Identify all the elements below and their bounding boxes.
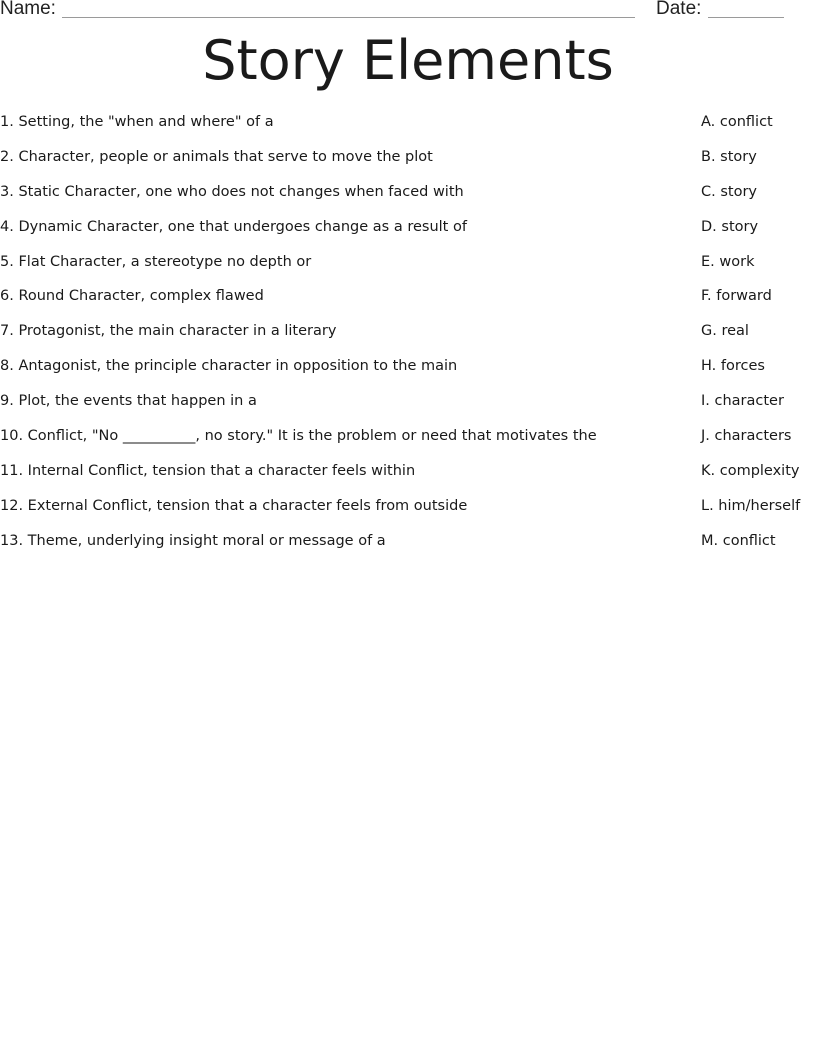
question-item: 3. Static Character, one who does not changes when faced with — [0, 183, 464, 200]
answer-list — [701, 111, 816, 565]
date-field-line[interactable] — [708, 17, 784, 18]
answer-item: L. him/herself — [701, 497, 801, 514]
question-item: 8. Antagonist, the principle character in opposition to the main — [0, 358, 458, 375]
answer-item: K. complexity — [701, 462, 800, 479]
question-item: 9. Plot, the events that happen in a — [0, 393, 257, 410]
question-item: 6. Round Character, complex flawed — [0, 288, 264, 305]
answer-item: H. forces — [701, 358, 765, 375]
question-item: 4. Dynamic Character, one that undergoes change as a result of — [0, 218, 467, 235]
answer-item: J. characters — [701, 428, 792, 445]
answer-item: F. forward — [701, 288, 772, 305]
question-list — [0, 111, 690, 565]
question-item: 5. Flat Character, a stereotype no depth or — [0, 253, 312, 270]
answer-item: E. work — [701, 253, 755, 270]
answer-item: M. conflict — [701, 532, 776, 549]
answer-item: A. conflict — [701, 114, 773, 130]
question-item: 7. Protagonist, the main character in a literary — [0, 323, 337, 340]
question-item: 13. Theme, underlying insight moral or message of a — [0, 532, 386, 549]
answer-item: I. character — [701, 393, 784, 410]
question-item: 10. Conflict, "No __________, no story." It is the problem or need that motivates the — [0, 428, 597, 445]
answer-item: G. real — [701, 323, 749, 340]
question-item: 11. Internal Conflict, tension that a character feels within — [0, 462, 416, 479]
answer-item: B. story — [701, 148, 757, 165]
question-item: 12. External Conflict, tension that a character feels from outside — [0, 497, 468, 514]
date-label: Date: — [656, 0, 702, 19]
worksheet-header — [0, 0, 816, 22]
question-item: 2. Character, people or animals that serve to move the plot — [0, 148, 433, 165]
answer-item: D. story — [701, 218, 759, 235]
name-field-line[interactable] — [62, 17, 635, 18]
page-title: Story Elements — [202, 29, 614, 92]
answer-item: C. story — [701, 183, 757, 200]
question-item: 1. Setting, the "when and where" of a — [0, 114, 274, 130]
name-label: Name: — [0, 0, 56, 19]
